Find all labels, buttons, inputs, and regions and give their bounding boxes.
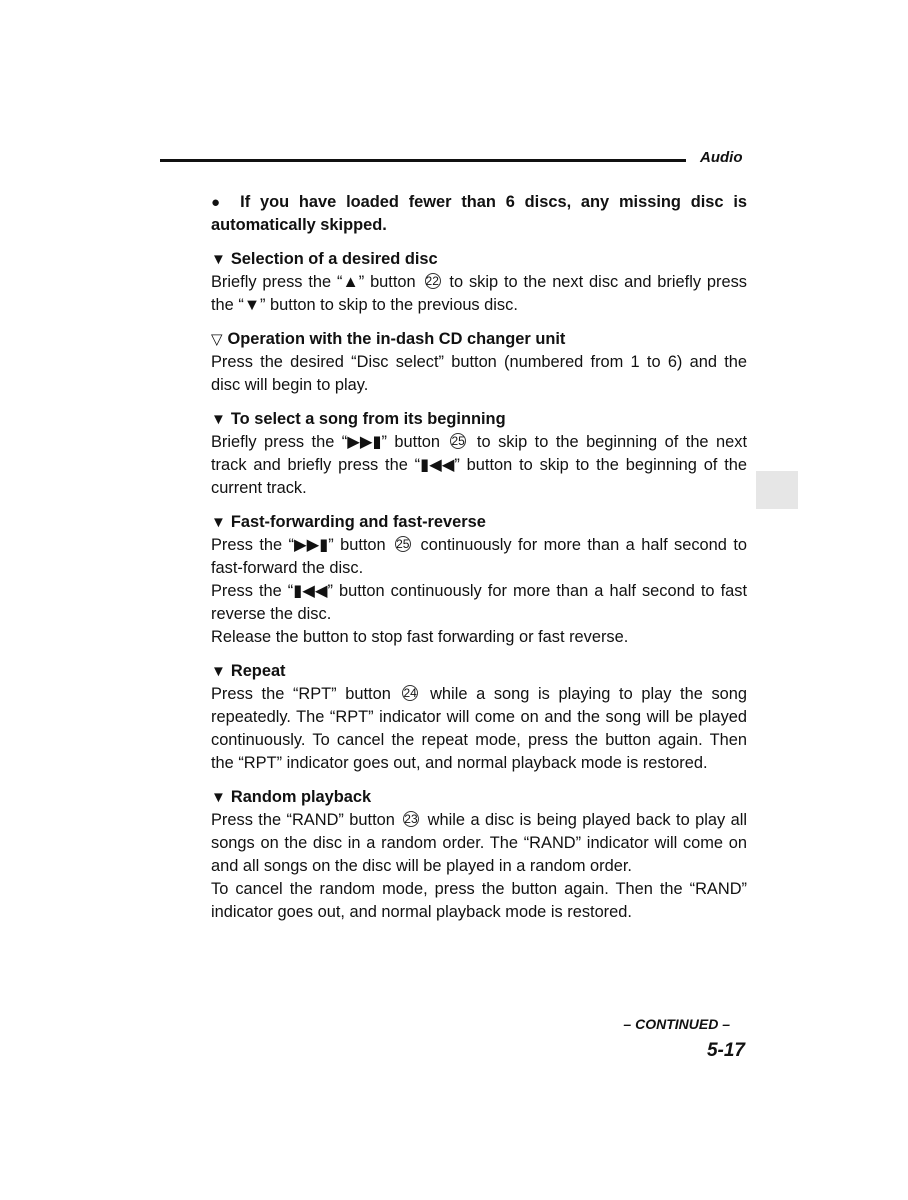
- text-run: while a song is playing to play the song repeatedly. The “RPT” indicator will come on and the song will be played continuously. To cancel the repeat mode, press the button again. Then the “RPT” indicator goes out, and normal playback mode is restored.: [211, 685, 747, 772]
- text-run: ” button: [358, 273, 422, 291]
- text-run: Press the desired “Disc select” button (numbered from 1 to 6) and the disc will begin to play.: [211, 353, 747, 394]
- up-arrow-icon: ▲: [342, 273, 359, 291]
- heading-text: Random playback: [230, 788, 372, 806]
- section-select-song: [211, 408, 747, 500]
- heading-text: Fast-forwarding and fast-reverse: [230, 513, 486, 531]
- section-heading: [211, 408, 747, 431]
- section-heading: [211, 660, 747, 683]
- section-heading: [211, 328, 747, 351]
- section-random: [211, 786, 747, 924]
- intro-text: If you have loaded fewer than 6 discs, any missing disc is automatically skipped.: [211, 193, 748, 234]
- circled-number-24: 24: [403, 686, 417, 700]
- side-tab: [756, 471, 798, 509]
- section-selection: [211, 248, 747, 317]
- next-track-icon: ▶▶▮: [293, 536, 329, 554]
- page-content: [211, 191, 747, 935]
- text-run: while a disc is being played back to play all songs on the disc in a random order. The “RAND” indicator will come on and all songs on the disc will be played in a random order.: [211, 811, 748, 875]
- section-title: Audio: [700, 149, 743, 166]
- text-run: ” button: [328, 536, 393, 554]
- circled-number-25: 25: [396, 537, 410, 551]
- text-run: to skip to the next disc and briefly press the “: [211, 273, 747, 314]
- paragraph: [211, 271, 747, 317]
- text-run: continuously for more than a half second to fast-forward the disc.: [211, 536, 747, 577]
- heading-text: Selection of a desired disc: [230, 250, 438, 268]
- triangle-down-filled-icon: ▼: [211, 789, 226, 806]
- triangle-down-filled-icon: ▼: [211, 251, 226, 268]
- paragraph: [211, 534, 747, 580]
- text-run: ” button to skip to the previous disc.: [260, 296, 518, 314]
- bullet-icon: ●: [211, 194, 226, 211]
- paragraph: [211, 431, 747, 500]
- paragraph: [211, 878, 747, 924]
- text-run: Release the button to stop fast forwarding or fast reverse.: [211, 628, 629, 646]
- paragraph: [211, 580, 747, 626]
- intro-note: [211, 191, 747, 237]
- text-run: Briefly press the “: [211, 273, 343, 291]
- page-number: 5-17: [706, 1040, 745, 1061]
- triangle-down-filled-icon: ▼: [211, 663, 226, 680]
- section-heading: [211, 248, 747, 271]
- paragraph: [211, 351, 747, 397]
- heading-text: To select a song from its beginning: [230, 410, 506, 428]
- header-rule: [160, 159, 686, 162]
- section-repeat: [211, 660, 747, 775]
- heading-text: Operation with the in-dash CD changer unit: [227, 330, 566, 348]
- text-run: Briefly press the “: [211, 433, 348, 451]
- down-arrow-icon: ▼: [243, 296, 261, 314]
- text-run: Press the “: [211, 582, 294, 600]
- text-run: ” button to skip to the beginning of the current track.: [211, 456, 747, 497]
- section-fast: [211, 511, 747, 649]
- paragraph: [211, 683, 747, 775]
- triangle-down-filled-icon: ▼: [211, 514, 226, 531]
- text-run: To cancel the random mode, press the button again. Then the “RAND” indicator goes out, and normal playback mode is restored.: [211, 880, 747, 921]
- heading-text: Repeat: [230, 662, 286, 680]
- triangle-down-filled-icon: ▼: [211, 411, 226, 428]
- section-heading: [211, 511, 747, 534]
- text-run: ” button: [381, 433, 448, 451]
- triangle-down-outline-icon: ▽: [211, 331, 223, 348]
- paragraph: [211, 626, 747, 649]
- next-track-icon: ▶▶▮: [347, 433, 382, 451]
- section-heading: [211, 786, 747, 809]
- text-run: Press the “RPT” button: [211, 685, 400, 703]
- section-operation: [211, 328, 747, 397]
- circled-number-23: 23: [404, 812, 418, 826]
- circled-number-25: 25: [451, 434, 465, 448]
- circled-number-22: 22: [425, 274, 439, 288]
- previous-track-icon: ▮◀◀: [293, 582, 328, 600]
- text-run: Press the “: [211, 536, 294, 554]
- continued-label: – CONTINUED –: [623, 1016, 730, 1032]
- text-run: to skip to the beginning of the next track and briefly press the “: [211, 433, 747, 474]
- paragraph: [211, 809, 747, 878]
- text-run: ” button continuously for more than a half second to fast reverse the disc.: [211, 582, 747, 623]
- previous-track-icon: ▮◀◀: [420, 456, 455, 474]
- text-run: Press the “RAND” button: [211, 811, 401, 829]
